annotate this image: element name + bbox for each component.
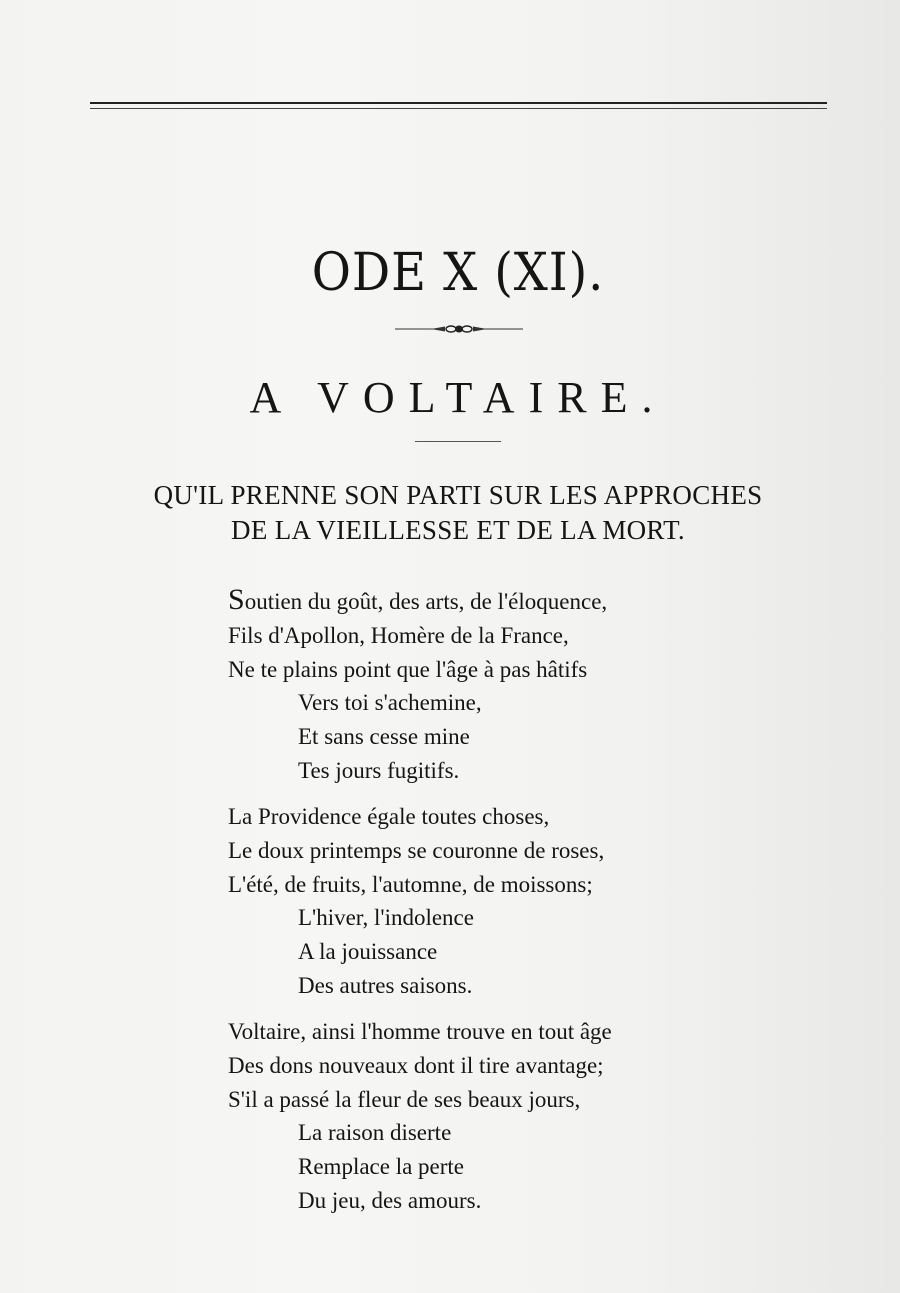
verse-line: Remplace la perte xyxy=(298,1154,465,1180)
stanza-1 xyxy=(228,583,607,788)
verse-line: A la jouissance xyxy=(298,939,438,965)
verse-line: Fils d'Apollon, Homère de la France, xyxy=(228,622,569,648)
ornament-divider-icon xyxy=(395,322,523,336)
ode-argument-heading xyxy=(0,478,900,548)
verse-line: Voltaire, ainsi l'homme trouve en tout âge xyxy=(228,1019,612,1044)
verse-line: Tes jours fugitifs. xyxy=(298,757,460,783)
stanza-3 xyxy=(228,1015,612,1218)
dedication-title: A VOLTAIRE. xyxy=(249,373,667,422)
drop-cap: S xyxy=(228,583,245,616)
verse-line: Vers toi s'achemine, xyxy=(298,690,482,716)
verse-line: La Providence égale toutes choses, xyxy=(228,804,550,829)
verse-line: Le doux printemps se couronne de roses, xyxy=(228,837,605,863)
verse-line: L'hiver, l'indolence xyxy=(298,905,474,931)
verse-line: S'il a passé la fleur de ses beaux jours, xyxy=(228,1086,581,1112)
heading-line-1: QU'IL PRENNE SON PARTI SUR LES APPROCHES xyxy=(153,480,763,510)
ode-title: ODE X (XI). xyxy=(311,243,605,303)
verse-line xyxy=(228,583,607,619)
stanza-2 xyxy=(228,800,604,1003)
verse-line: L'été, de fruits, l'automne, de moissons; xyxy=(228,871,593,897)
verse-line: Des autres saisons. xyxy=(298,972,473,998)
verse-line: Des dons nouveaux dont il tire avantage; xyxy=(228,1052,604,1078)
heading-line-2: DE LA VIEILLESSE ET DE LA MORT. xyxy=(231,515,685,545)
verse-line: Du jeu, des amours. xyxy=(298,1187,482,1213)
verse-line: La raison diserte xyxy=(298,1120,452,1146)
top-double-rule xyxy=(90,102,827,112)
verse-line: Ne te plains point que l'âge à pas hâtifs xyxy=(228,656,588,682)
verse-line-rest: outien du goût, des arts, de l'éloquence, xyxy=(244,589,608,614)
verse-line: Et sans cesse mine xyxy=(298,724,470,750)
short-rule xyxy=(415,441,501,442)
